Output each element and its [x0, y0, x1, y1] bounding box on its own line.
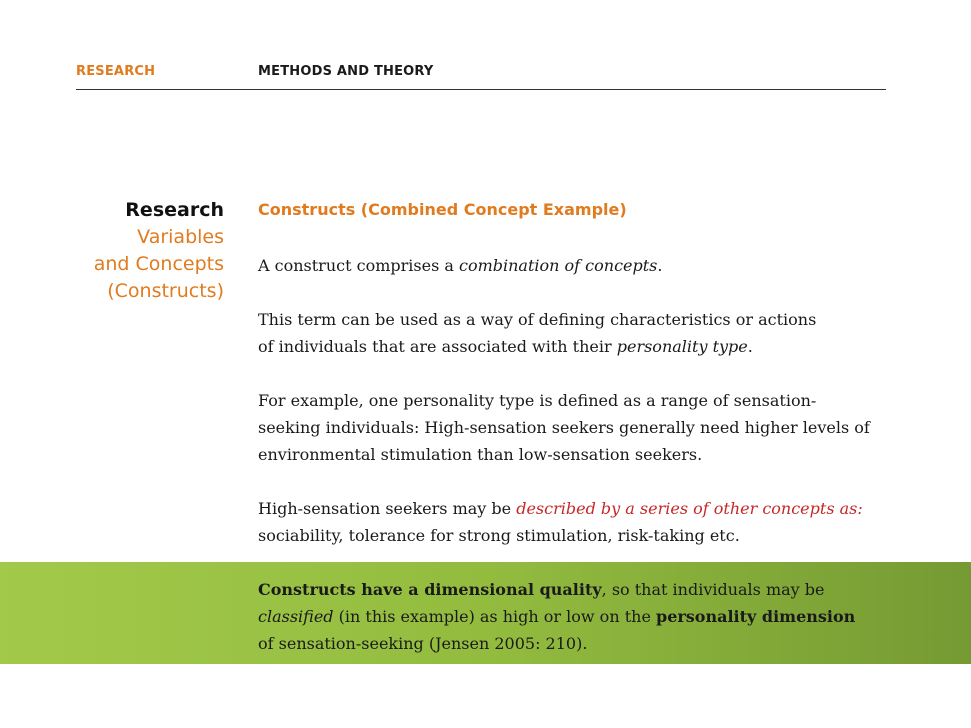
- p5-line-2b: (in this example) as high or low on the: [333, 607, 656, 626]
- paragraph-1: [258, 252, 662, 279]
- p1-text-c: .: [657, 256, 663, 275]
- p4-highlight: described by a series of other concepts as:: [516, 499, 863, 518]
- p1-emphasis: combination of concepts: [458, 256, 658, 275]
- p4-line-1a: High-sensation seekers may be: [258, 499, 517, 518]
- p2-emphasis: personality type: [616, 337, 748, 356]
- header-divider: [76, 89, 886, 90]
- paragraph-2: [258, 306, 816, 360]
- paragraph-3: [258, 387, 870, 468]
- p5-emphasis: classified: [258, 607, 334, 626]
- sidebar-title-line-1: Research: [125, 199, 224, 221]
- p2-line-2a: of individuals that are associated with their: [258, 337, 617, 356]
- p2-line-1: This term can be used as a way of defining characteristics or actions: [258, 310, 817, 329]
- paragraph-4: [258, 495, 863, 549]
- p5-line-1b: , so that individuals may be: [601, 580, 825, 599]
- section-title: Constructs (Combined Concept Example): [258, 200, 627, 219]
- sidebar-title-line-2: Variables: [137, 226, 224, 248]
- p4-line-2: sociability, tolerance for strong stimulation, risk-taking etc.: [258, 526, 740, 545]
- header-section-label: RESEARCH: [76, 64, 156, 79]
- p2-line-2c: .: [747, 337, 753, 356]
- sidebar-title: [94, 197, 224, 305]
- p3-line-3: environmental stimulation than low-sensation seekers.: [258, 445, 703, 464]
- paragraph-5: [258, 576, 855, 657]
- p1-text-a: A construct comprises a: [258, 256, 459, 275]
- p5-bold-1: Constructs have a dimensional quality: [258, 580, 602, 599]
- p3-line-2: seeking individuals: High-sensation seekers generally need higher levels of: [258, 418, 870, 437]
- sidebar-title-line-3: and Concepts: [93, 253, 224, 275]
- p5-line-3: of sensation-seeking (Jensen 2005: 210).: [258, 634, 588, 653]
- p3-line-1: For example, one personality type is defined as a range of sensation-: [258, 391, 817, 410]
- header-topic-label: METHODS AND THEORY: [258, 64, 434, 79]
- p5-bold-2: personality dimension: [656, 607, 856, 626]
- sidebar-title-line-4: (Constructs): [107, 280, 224, 302]
